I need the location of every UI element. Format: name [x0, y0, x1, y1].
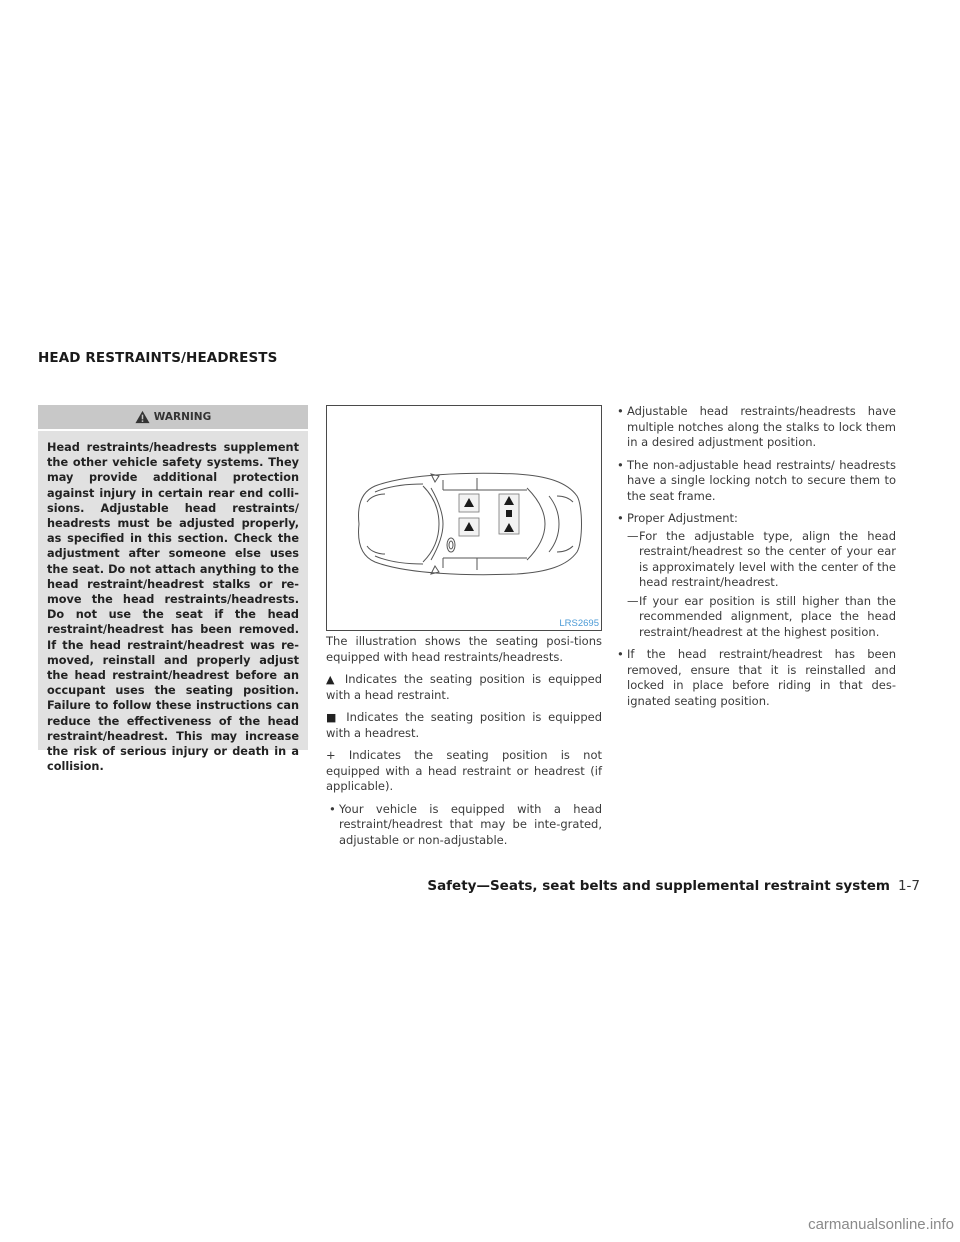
sub-ear-position: [614, 594, 896, 641]
plus-legend: + Indicates the seating position is not equipped with a head restraint or headrest (if applicable).: [326, 748, 602, 793]
square-legend: [326, 710, 602, 741]
triangle-legend-text: Indicates the seating position is equipped with a head restraint.: [326, 672, 602, 702]
sub-adjustable-type: [614, 529, 896, 591]
sub-ear-position-text: If your ear position is still higher than the recommended alignment, place the head restraint/headrest at the highest position.: [639, 593, 896, 639]
warning-triangle-icon: [135, 410, 150, 424]
car-top-view-icon: [327, 406, 601, 630]
figure-code: LRS2695: [559, 618, 599, 629]
middle-column: [326, 634, 602, 855]
triangle-symbol: ▲: [326, 673, 338, 686]
bullet-vehicle-equipped: • Your vehicle is equipped with a head restraint/headrest that may be inte-grated, adjustable or non-adjustable.: [326, 802, 602, 849]
section-title: HEAD RESTRAINTS/HEADRESTS: [38, 350, 278, 366]
page-footer: [427, 878, 920, 894]
square-legend-text: Indicates the seating position is equipped with a headrest.: [326, 710, 603, 740]
sub-adjustable-type-text: For the adjustable type, align the head restraint/headrest so the center of your ear is approximately level with the center of the head restraint/headrest.: [639, 528, 896, 589]
warning-text: Head restraints/headrests supplement the other vehicle safety systems. They may provide additional protection against injury in certain rear end colli-sions. Adjustable head restraints/ headrests must be adjusted properly, as specified in this section. Check the adjustment after someone else uses the seat. Do not attach anything to the head restraint/headrest stalks or re-move the head restraints/headrests. Do not use the seat if the head restraint/headrest has been removed. If the head restraint/headrest was re-moved, reinstall and properly adjust the head restraint/headrest before an occupant uses the seating position. Failure to follow these instructions can reduce the effectiveness of the head restraint/headrest. This may increase the risk of serious injury or death in a collision.: [47, 441, 299, 774]
illustration-intro: The illustration shows the seating posi-tions equipped with head restraints/headrests.: [326, 634, 602, 664]
footer-section-title: Safety—Seats, seat belts and supplemental restraint system: [427, 878, 890, 894]
bullet-non-adjustable: • The non-adjustable head restraints/ headrests have a single locking notch to secure them to the seat frame.: [614, 458, 896, 505]
square-symbol: ■: [326, 711, 340, 724]
warning-label: WARNING: [153, 411, 212, 423]
bullet-reinstall: • If the head restraint/headrest has been removed, ensure that it is reinstalled and locked in place before riding in that des-ignated seating position.: [614, 647, 896, 709]
right-column: [614, 404, 896, 716]
triangle-legend: [326, 672, 602, 703]
warning-box: [38, 405, 308, 774]
dash-marker: —: [627, 528, 639, 543]
watermark[interactable]: carmanualsonline.info: [808, 1216, 954, 1233]
warning-header: [38, 405, 308, 431]
bullet-adjustable: • Adjustable head restraints/headrests have multiple notches along the stalks to lock them in a desired adjustment position.: [614, 404, 896, 451]
bullet-proper-adjustment: • Proper Adjustment:: [614, 511, 896, 527]
seating-illustration: [326, 405, 602, 631]
square-marker-icon: [506, 510, 512, 517]
dash-marker: —: [627, 593, 639, 608]
page-number: 1-7: [897, 878, 920, 894]
